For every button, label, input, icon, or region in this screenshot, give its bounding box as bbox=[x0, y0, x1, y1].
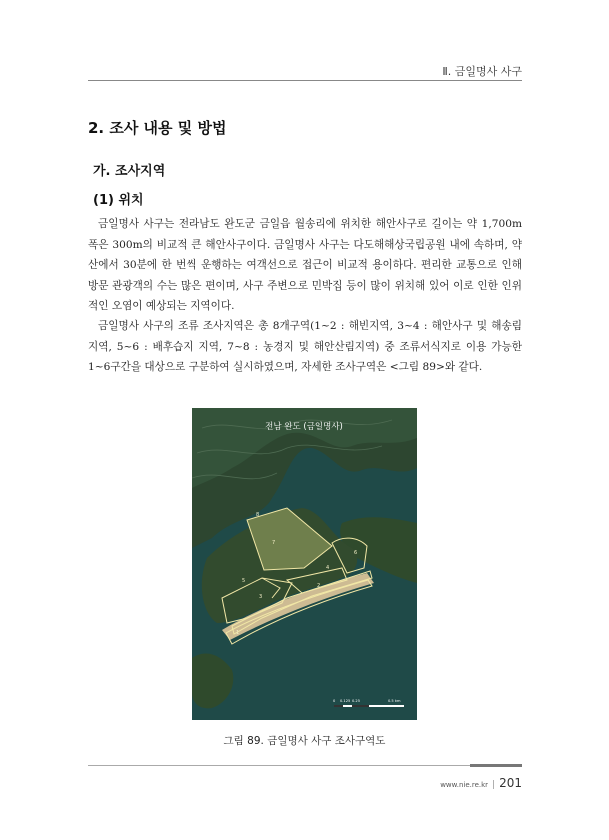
figure-caption: 그림 89. 금일명사 사구 조사구역도 bbox=[223, 735, 386, 747]
zone-label: 1 bbox=[236, 630, 240, 636]
zone-label: 6 bbox=[354, 550, 358, 556]
subsubsection-title: (1) 위치 bbox=[93, 193, 144, 208]
footer-divider bbox=[88, 765, 470, 766]
page-number: 201 bbox=[499, 776, 522, 790]
map-title: 전남 완도 (금일명사) bbox=[265, 422, 343, 432]
site-url: www.nie.re.kr bbox=[440, 781, 489, 789]
zone-label: 4 bbox=[326, 565, 330, 571]
scale-tick: 0.125 bbox=[340, 699, 351, 703]
zone-label: 7 bbox=[272, 540, 276, 546]
chapter-header: Ⅱ. 금일명사 사구 bbox=[442, 65, 522, 78]
page-footer bbox=[440, 772, 522, 791]
header-divider bbox=[88, 80, 522, 81]
paragraph-location: 금일명사 사구는 전라남도 완도군 금일읍 월송리에 위치한 해안사구로 길이는 약 1,700m 폭은 300m의 비교적 큰 해안사구이다. 금일명사 사구는 다도해해상국립공원 내에 속하며, 약산에서 30분에 한 번씩 운행하는 여객선으로 접근이 비교적 용이하다. 편리한 교통으로 인해 방문 관광객의 수는 많은 편이며, 사구 주변으로 민박집 등이 많이 위치해 있어 이로 인한 인위적인 오염이 예상되는 지역이다. bbox=[88, 218, 522, 312]
subsection-title: 가. 조사지역 bbox=[93, 164, 166, 179]
zone-label: 8 bbox=[256, 512, 260, 518]
zone-label: 2 bbox=[317, 583, 321, 589]
footer-separator: | bbox=[492, 780, 496, 790]
scale-tick: 0.25 bbox=[352, 699, 361, 703]
paragraph-survey-zones: 금일명사 사구의 조류 조사지역은 총 8개구역(1~2 : 해빈지역, 3~4 : 해안사구 및 해송림 지역, 5~6 : 배후습지 지역, 7~8 : 농경지 및 해안산림지역) 중 조류서식지로 이용 가능한 1~6구간을 대상으로 구분하여 실시하였으며, 자세한 조사구역은 <그림 89>와 같다. bbox=[88, 320, 522, 373]
zone-label: 3 bbox=[259, 594, 263, 600]
scale-tick: 0.5 km bbox=[388, 699, 401, 703]
zone-label: 5 bbox=[242, 578, 246, 584]
scale-tick: 0 bbox=[333, 699, 336, 703]
footer-divider-accent bbox=[470, 764, 522, 767]
section-title: 2. 조사 내용 및 방법 bbox=[88, 119, 227, 137]
survey-area-map bbox=[192, 408, 417, 720]
